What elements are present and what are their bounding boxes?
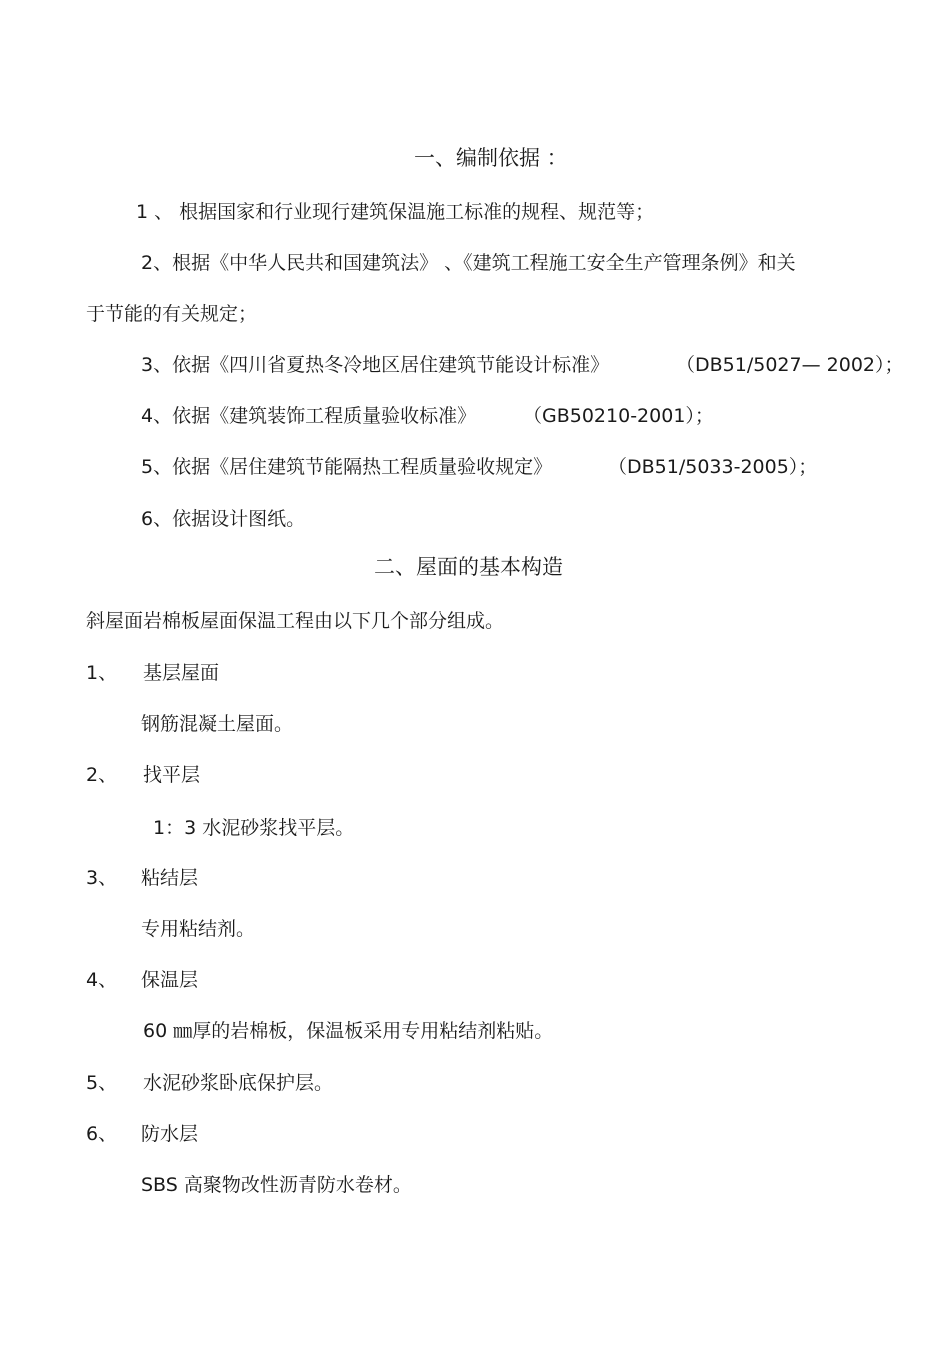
basis-item-5-code: （DB51/5033-2005）；: [608, 456, 818, 478]
basis-item-1: 1 、 根据国家和行业现行建筑保温施工标准的规程、规范等；: [136, 201, 655, 223]
basis-item-4: 4、依据《建筑装饰工程质量验收标准》: [141, 405, 477, 427]
layer-3-desc: 专用粘结剂。: [141, 918, 256, 940]
layer-3-number: 3、: [86, 867, 118, 889]
layer-6-name: 防水层: [141, 1123, 199, 1145]
basis-item-3-code: （DB51/5027— 2002）；: [676, 354, 904, 376]
basis-item-4-code: （GB50210-2001）；: [523, 405, 714, 427]
layer-2-name: 找平层: [143, 764, 201, 786]
layer-1-name: 基层屋面: [143, 662, 220, 684]
layer-2-desc: 1：3 水泥砂浆找平层。: [153, 817, 355, 839]
layer-4-name: 保温层: [141, 969, 199, 991]
basis-item-3: 3、依据《四川省夏热冬冷地区居住建筑节能设计标准》: [141, 354, 610, 376]
basis-item-5: 5、依据《居住建筑节能隔热工程质量验收规定》: [141, 456, 553, 478]
layer-5-number: 5、: [86, 1072, 118, 1094]
section-1-title: 一、编制依据 ：: [414, 146, 568, 170]
basis-item-6: 6、依据设计图纸。: [141, 508, 306, 530]
basis-item-2-continued: 于节能的有关规定；: [86, 303, 258, 325]
layer-6-desc: SBS 高聚物改性沥青防水卷材。: [141, 1174, 412, 1196]
basis-item-2: 2、根据《中华人民共和国建筑法》 、《建筑工程施工安全生产管理条例》和关: [141, 252, 796, 274]
layer-3-name: 粘结层: [141, 867, 199, 889]
section-2-intro: 斜屋面岩棉板屋面保温工程由以下几个部分组成。: [86, 610, 505, 632]
layer-1-desc: 钢筋混凝土屋面。: [141, 713, 294, 735]
layer-4-desc: 60 ㎜厚的岩棉板，保温板采用专用粘结剂粘贴。: [143, 1020, 554, 1042]
layer-4-number: 4、: [86, 969, 118, 991]
section-2-title: 二、屋面的基本构造: [374, 555, 563, 579]
layer-1-number: 1、: [86, 662, 118, 684]
layer-2-number: 2、: [86, 764, 118, 786]
layer-6-number: 6、: [86, 1123, 118, 1145]
layer-5-name: 水泥砂浆卧底保护层。: [143, 1072, 334, 1094]
